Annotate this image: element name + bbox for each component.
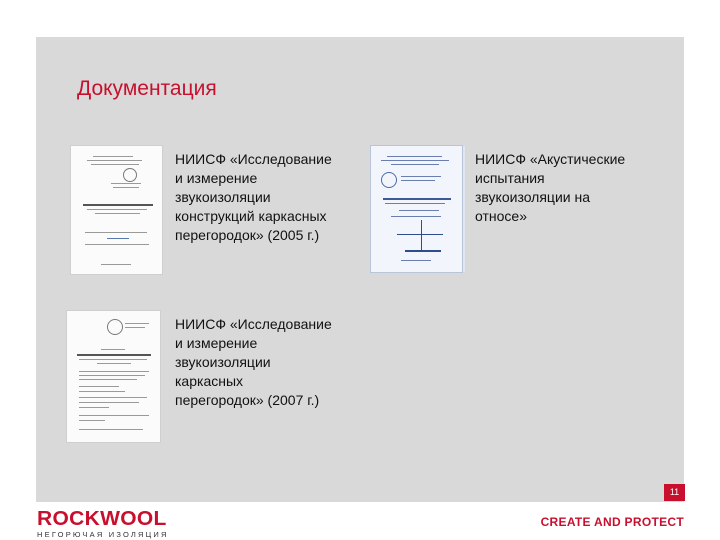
slide-title: Документация <box>77 77 217 100</box>
document-description-line: перегородок» (2007 г.) <box>175 392 320 408</box>
document-description-line: перегородок» (2005 г.) <box>175 227 320 243</box>
document-description-line: и измерение <box>175 335 258 351</box>
document-description-line: конструкций каркасных <box>175 208 327 224</box>
document-thumbnail-2005 <box>71 146 162 274</box>
document-thumbnail-2007 <box>67 311 160 442</box>
logo-subtitle: НЕГОРЮЧАЯ ИЗОЛЯЦИЯ <box>37 530 169 539</box>
document-description-line: звукоизоляции <box>175 354 271 370</box>
document-description-acoustic <box>475 150 665 226</box>
document-thumbnail-acoustic <box>371 146 462 272</box>
document-description-line: относе» <box>475 208 527 224</box>
page-number-badge: 11 <box>664 484 685 501</box>
document-description-line: НИИСФ «Исследование <box>175 151 332 167</box>
document-description-line: НИИСФ «Акустические <box>475 151 626 167</box>
document-description-line: и измерение <box>175 170 258 186</box>
document-description-2007 <box>175 315 365 410</box>
document-description-line: звукоизоляции <box>175 189 271 205</box>
document-description-2005 <box>175 150 365 245</box>
footer-tagline: CREATE AND PROTECT <box>540 515 684 529</box>
document-description-line: звукоизоляции на <box>475 189 590 205</box>
document-description-line: каркасных <box>175 373 244 389</box>
document-description-line: испытания <box>475 170 545 186</box>
rockwool-logo <box>37 510 169 539</box>
logo-wordmark: ROCKWOOL <box>37 508 167 530</box>
document-description-line: НИИСФ «Исследование <box>175 316 332 332</box>
